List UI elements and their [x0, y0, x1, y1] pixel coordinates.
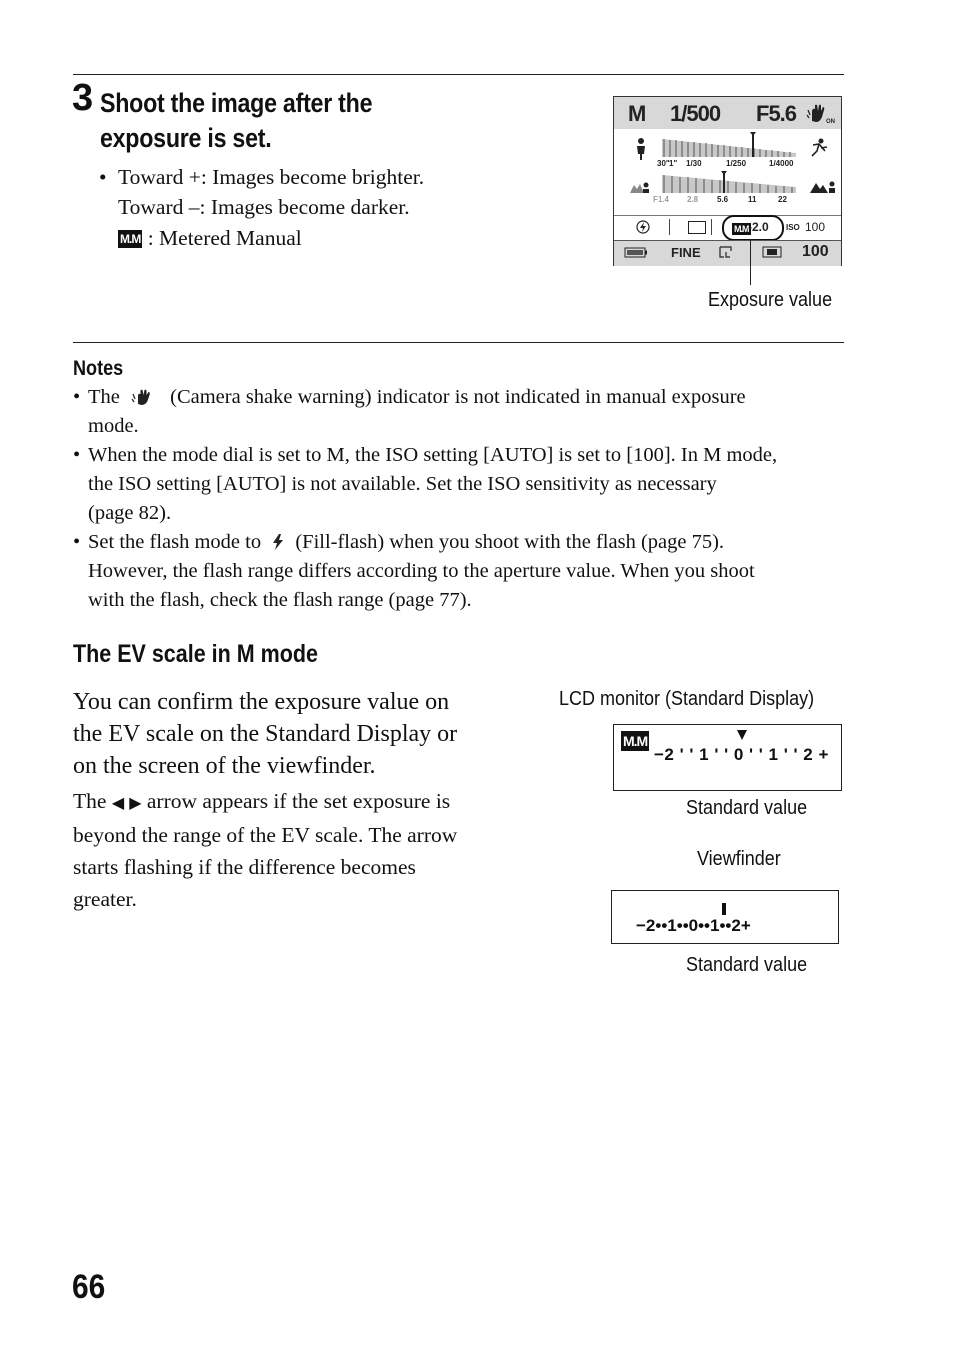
step-title-line1: Shoot the image after the [100, 88, 373, 118]
note-2-line3: (page 82). [88, 502, 172, 524]
standard-value-caption-1: Standard value [686, 797, 808, 819]
aperture-tick-28: 2.8 [687, 195, 699, 204]
shutter-tick-1: 1" [669, 159, 678, 168]
lcd-mm-icon: M.M [734, 224, 749, 234]
top-rule [73, 74, 844, 75]
step-number: 3 [72, 77, 94, 119]
note-2 [73, 441, 848, 528]
lcd-monitor-caption: LCD monitor (Standard Display) [559, 688, 815, 710]
lcd-screen [613, 96, 842, 266]
metered-manual-text: : Metered Manual [147, 226, 302, 250]
bullet-dot: • [99, 165, 107, 189]
note-1-text-b: (Camera shake warning) indicator is not indicated in manual exposure [170, 386, 746, 408]
viewfinder-ev-scale: −2••1••0••1••2+ [636, 916, 751, 935]
aperture-tick-11: 11 [748, 195, 757, 204]
note-1 [73, 383, 848, 441]
ev-small-line4: greater. [73, 887, 137, 911]
viewfinder-standard-marker [722, 903, 726, 915]
lcd-ev-scale-box [613, 724, 842, 791]
lcd-mode: M [628, 101, 647, 126]
note-3-line3: with the flash, check the flash range (page 77). [88, 589, 472, 611]
lcd-divider-2 [711, 219, 712, 235]
note-1-line2: mode. [88, 415, 139, 437]
ev-small-text-a: The [73, 789, 107, 813]
ev-small-line1 [73, 785, 513, 819]
shutter-tick-30: 30" [657, 159, 670, 168]
metered-manual-icon: M.M [120, 232, 141, 246]
note-2-line2: the ISO setting [AUTO] is not available. Set the ISO sensitivity as necessary [88, 473, 717, 495]
lcd-scales [614, 129, 841, 211]
flash-icon [636, 220, 650, 234]
shutter-tick-1-250: 1/250 [726, 159, 747, 168]
svg-text:ON: ON [826, 119, 835, 125]
aperture-tick-56: 5.6 [717, 195, 729, 204]
note-3 [73, 528, 848, 615]
lcd-ev-scale: −2 ' ' 1 ' ' 0 ' ' 1 ' ' 2 + [654, 745, 829, 764]
drive-single-icon [688, 221, 706, 234]
viewfinder-ev-scale-box [611, 890, 839, 944]
viewfinder-caption: Viewfinder [697, 848, 781, 870]
note-2-bullet: • [73, 444, 81, 466]
note-1-bullet: • [73, 386, 81, 408]
note-1-line1 [88, 383, 848, 412]
ev-paragraph-small [73, 785, 513, 915]
lcd-iso-label: ISO [786, 223, 800, 232]
lcd-divider-1 [669, 219, 670, 235]
ev-para-line3: on the screen of the viewfinder. [73, 753, 376, 779]
lcd-iso-value: 100 [805, 220, 826, 234]
shutter-tick-1-4000: 1/4000 [769, 159, 794, 168]
fill-flash-icon [271, 533, 285, 551]
step-title-line2: exposure is set. [100, 123, 272, 153]
ev-section-title: The EV scale in M mode [73, 640, 318, 668]
portrait-icon [637, 138, 645, 160]
lcd-shutter: 1/500 [670, 101, 721, 126]
bullet-darker: Toward –: Images become darker. [118, 195, 410, 219]
ev-paragraph-large [73, 686, 513, 782]
step-title [100, 86, 427, 156]
ev-small-line2: beyond the range of the EV scale. The arrow [73, 823, 458, 847]
note-3-line2: However, the flash range differs according to the aperture value. When you shoot [88, 560, 755, 582]
lcd-ev-mm-icon: M.M [623, 733, 648, 749]
lcd-quality: FINE [671, 245, 701, 260]
bullet-brighter: Toward +: Images become brighter. [118, 165, 425, 189]
aperture-tick-f14: F1.4 [653, 195, 670, 204]
landscape-icon [810, 182, 835, 194]
lcd-shots-remaining: 100 [802, 243, 829, 260]
camera-shake-warning-icon [131, 388, 159, 406]
camera-shake-icon [806, 103, 834, 125]
standard-value-caption-2: Standard value [686, 954, 808, 976]
metered-manual-line [118, 223, 302, 253]
notes-rule [73, 342, 844, 343]
shutter-tick-1-30: 1/30 [686, 159, 702, 168]
note-3-text-b: (Fill-flash) when you shoot with the flash (page 75). [295, 531, 725, 553]
notes-title: Notes [73, 357, 124, 380]
lcd-aperture: F5.6 [756, 101, 797, 126]
sports-icon [812, 139, 827, 157]
ev-small-line3: starts flashing if the difference becomes [73, 855, 416, 879]
note-3-text-a: Set the flash mode to [88, 531, 262, 553]
ev-small-text-b: arrow appears if the set exposure is [146, 789, 451, 813]
aperture-tick-22: 22 [778, 195, 787, 204]
battery-icon [624, 247, 648, 258]
night-portrait-icon [630, 183, 649, 194]
note-3-bullet: • [73, 531, 81, 553]
metering-icon [762, 246, 782, 258]
note-1-text-a: The [88, 386, 120, 408]
left-right-arrow-icon: ◀ ▶ [111, 793, 142, 812]
exposure-value-caption: Exposure value [708, 289, 833, 311]
note-2-line1: When the mode dial is set to M, the ISO setting [AUTO] is set to [100]. In M mode, [88, 444, 778, 466]
ev-para-line2: the EV scale on the Standard Display or [73, 721, 458, 747]
note-3-line1 [88, 528, 848, 557]
lcd-ev-value: -2.0 [748, 220, 769, 234]
standard-value-marker-icon [736, 729, 748, 741]
page-number: 66 [72, 1268, 106, 1306]
image-size-icon [719, 246, 735, 259]
ev-para-line1: You can confirm the exposure value on [73, 689, 450, 715]
exposure-callout-line [750, 239, 751, 285]
